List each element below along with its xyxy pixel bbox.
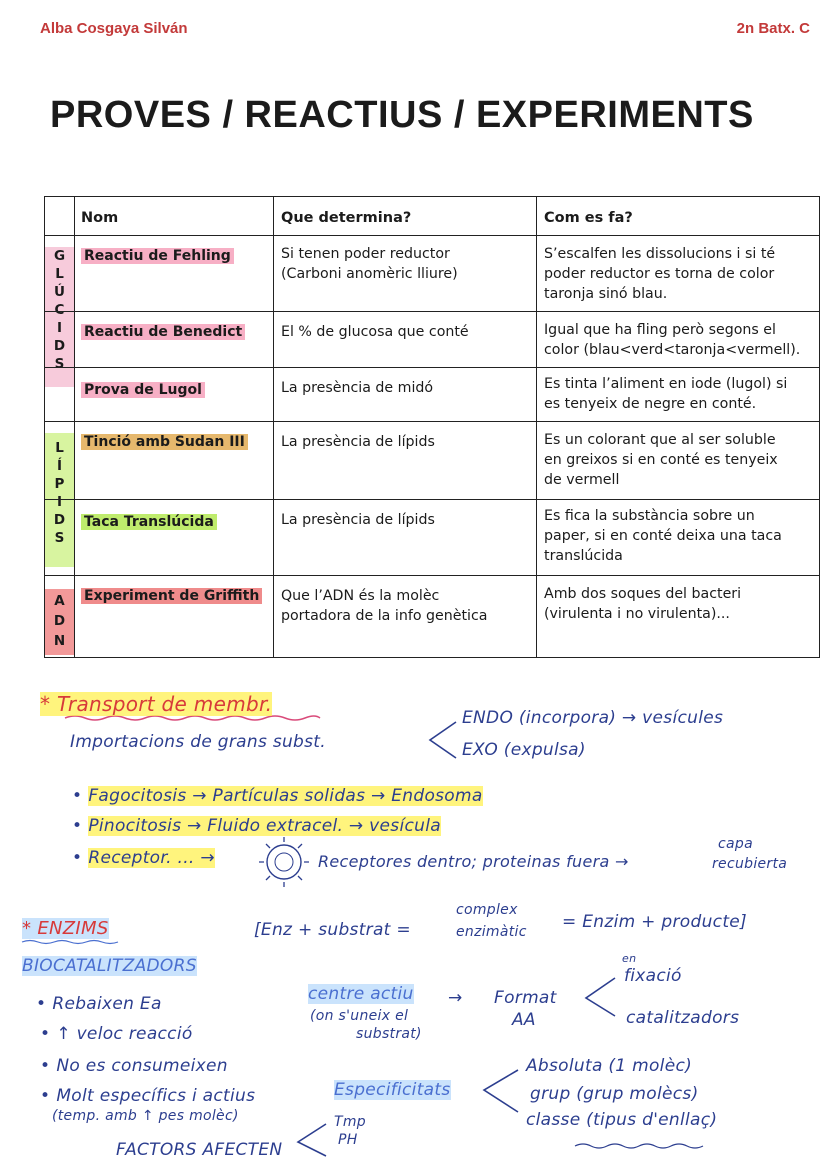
category-adn: A D N [45, 589, 74, 655]
how-line: taronja sinó blau. [544, 286, 668, 302]
category-glucids: G L Ú C I D S [45, 247, 74, 387]
test-name: Taca Translúcida [81, 514, 217, 530]
list-item: • ↑ veloc reacció [40, 1024, 193, 1044]
determines-line: El % de glucosa que conté [281, 324, 469, 340]
exo-line: EXO (expulsa) [462, 740, 586, 760]
centre-actiu: centre actiu [308, 984, 414, 1004]
col-header-com: Com es fa? [544, 210, 633, 226]
how-line: Es fica la substància sobre un [544, 508, 755, 524]
how-line: color (blau<verd<taronja<vermell). [544, 342, 801, 358]
test-name: Reactiu de Fehling [81, 248, 234, 264]
centre-note: substrat) [356, 1026, 422, 1042]
biocat-label: BIOCATALITZADORS [22, 956, 197, 976]
aa-label: AA [512, 1010, 536, 1030]
endo-line: ENDO (incorpora) → vesícules [462, 708, 724, 728]
capa-label: capa [718, 836, 753, 852]
how-line: poder reductor es torna de color [544, 266, 775, 282]
factors-label: FACTORS AFECTEN [116, 1140, 283, 1158]
enzims-heading: * ENZIMS [22, 918, 109, 939]
determines-line: La presència de lípids [281, 512, 435, 528]
determines-line: La presència de midó [281, 380, 434, 396]
receptor-text: Receptores dentro; proteinas fuera → [318, 852, 629, 871]
how-line: S’escalfen les dissolucions i si té [544, 246, 776, 262]
determines-line: Que l’ADN és la molèc [281, 588, 440, 604]
author-name: Alba Cosgaya Silván [40, 20, 188, 37]
how-line: paper, si en conté deixa una taca [544, 528, 782, 544]
complex-label: complex [456, 902, 518, 918]
en-label: en [622, 952, 637, 965]
especificitat-item: grup (grup molècs) [530, 1084, 699, 1104]
factor-item: PH [338, 1132, 358, 1148]
list-item: • Receptor. ... → [72, 848, 215, 868]
fixacio-label: fixació [624, 966, 682, 986]
col-header-nom: Nom [81, 210, 119, 226]
recubierta-label: recubierta [712, 856, 788, 872]
arrow-glyph: → [448, 988, 463, 1008]
list-item: • Rebaixen Ea [36, 994, 162, 1014]
page-title: PROVES / REACTIUS / EXPERIMENTS [50, 94, 754, 136]
list-item: • Molt específics i actius [40, 1086, 255, 1106]
list-item: • No es consumeixen [40, 1056, 228, 1076]
category-lipids: L Í P I D S [45, 433, 74, 567]
col-header-determina: Que determina? [281, 210, 412, 226]
especificitat-item: classe (tipus d'enllaç) [526, 1110, 718, 1130]
enzimatic-label: enzimàtic [456, 924, 527, 940]
formula-right: = Enzim + producte] [562, 912, 747, 932]
formula-left: [Enz + substrat = [254, 920, 411, 940]
how-line: de vermell [544, 472, 620, 488]
especificitat-item: Absoluta (1 molèc) [526, 1056, 693, 1076]
transport-heading: * Transport de membr. [40, 692, 273, 716]
determines-line: Si tenen poder reductor [281, 246, 450, 262]
especificitats-label: Especificitats [334, 1080, 451, 1100]
bullet-note: (temp. amb ↑ pes molèc) [52, 1108, 239, 1124]
determines-line: La presència de lípids [281, 434, 435, 450]
test-name: Prova de Lugol [81, 382, 205, 398]
how-line: (virulenta i no virulenta)... [544, 606, 730, 622]
how-line: Igual que ha fling però segons el [544, 322, 776, 338]
determines-line: portadora de la info genètica [281, 608, 488, 624]
import-line: Importacions de grans subst. [70, 732, 326, 752]
factor-item: Tmp [334, 1114, 366, 1130]
how-line: Es un colorant que al ser soluble [544, 432, 776, 448]
test-name: Experiment de Griffith [81, 588, 262, 604]
centre-note: (on s'uneix el [310, 1008, 409, 1024]
format-label: Format [494, 988, 557, 1008]
determines-line: (Carboni anomèric lliure) [281, 266, 458, 282]
how-line: en greixos si en conté es tenyeix [544, 452, 778, 468]
test-name: Tinció amb Sudan III [81, 434, 248, 450]
how-line: Es tinta l’aliment en iode (lugol) si [544, 376, 788, 392]
test-name: Reactiu de Benedict [81, 324, 245, 340]
class-group: 2n Batx. C [736, 20, 810, 37]
list-item: • Pinocitosis → Fluido extracel. → vesícula [72, 816, 441, 836]
how-line: translúcida [544, 548, 623, 564]
catalitzadors-label: catalitzadors [626, 1008, 740, 1028]
list-item: • Fagocitosis → Partículas solidas → Endosoma [72, 786, 483, 806]
how-line: es tenyeix de negre en conté. [544, 396, 757, 412]
how-line: Amb dos soques del bacteri [544, 586, 742, 602]
